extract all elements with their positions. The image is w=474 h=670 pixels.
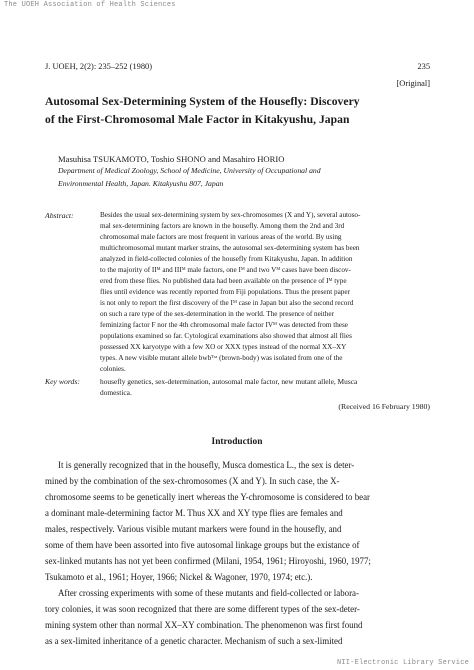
abstract-line: chromosomal male factors are most frequent in various areas of the world. By using	[100, 233, 342, 241]
abstract-line: populations examined so far. Cytological examinations also showed that almost all flies	[100, 332, 352, 340]
abstract-line: Besides the usual sex-determining system by sex-chromosomes (X and Y), several autoso-	[100, 211, 361, 219]
body-line: tory colonies, it was soon recognized that there are some different types of the sex-deter-	[45, 604, 360, 614]
department-line: Environmental Health, Japan. Kitakyushu 807, Japan	[58, 179, 224, 188]
abstract-line: ered from these flies. No published data had been available on the presence of Iᴹ type	[100, 277, 347, 285]
abstract-line: possessed XX karyotype with a few XO or XXX types instead of the normal XX–XY	[100, 343, 347, 351]
department-line: Department of Medical Zoology, School of Medicine, University of Occupational and	[58, 166, 321, 175]
abstract-line: flies until evidence was recently reported from Fiji populations. Thus the present paper	[100, 288, 350, 296]
page-number: 235	[417, 62, 430, 71]
body-line: a dominant male-determining factor M. Thus XX and XY type flies are females and	[45, 508, 343, 518]
body-line: mined by the combination of the sex-chromosomes (X and Y). In such case, the X-	[45, 476, 340, 486]
body-line: males, respectively. Various visible mutant markers were found in the housefly, and	[45, 524, 342, 534]
title-line: of the First-Chromosomal Male Factor in Kitakyushu, Japan	[45, 113, 350, 126]
authors: Masuhisa TSUKAMOTO, Toshio SHONO and Masahiro HORIO	[58, 154, 285, 164]
keywords-line: housefly genetics, sex-determination, autosomal male factor, new mutant allele, Musca	[100, 377, 358, 386]
abstract-line: to the majority of IIᴹ and IIIᴹ male factors, one Iᴹ and two Vᴹ cases have been discov-	[100, 266, 351, 274]
keywords-label: Key words:	[45, 377, 80, 386]
body-line: After crossing experiments with some of these mutants and field-collected or labora-	[58, 588, 359, 598]
article-type: [Original]	[396, 79, 430, 88]
footer-note: NII-Electronic Library Service	[336, 659, 469, 667]
abstract-line: types. A new visible mutant allele bwbᵀˢᵃ (brown-body) was isolated from one of the	[100, 354, 343, 362]
body-line: sex-linked mutants has not yet been confirmed (Milani, 1954, 1961; Hiroyoshi, 1960, 1977;	[45, 556, 371, 566]
keywords-line: domestica.	[100, 388, 132, 397]
body-line: as a sex-limited inheritance of a genetic character. Mechanism of such a sex-limited	[45, 636, 343, 646]
abstract-line: analyzed in field-collected colonies of the housefly from Kitakyushu, Japan. In addition	[100, 255, 353, 263]
body-line: It is generally recognized that in the housefly, Musca domestica L., the sex is deter-	[58, 460, 355, 470]
site-header: The UOEH Association of Health Sciences	[4, 1, 176, 9]
title-line: Autosomal Sex-Determining System of the Housefly: Discovery	[45, 95, 360, 108]
abstract-line: on such a rare type of the sex-determination in the world. The presence of neither	[100, 310, 334, 318]
body-line: mining system other than normal XX–XY combination. The phenomenon was first found	[45, 620, 363, 630]
abstract-line: mal sex-determining factors are known in the housefly. Among them the 2nd and 3rd	[100, 222, 345, 230]
section-heading: Introduction	[211, 437, 263, 447]
abstract-label: Abstract:	[45, 211, 74, 220]
abstract-line: multichromosomal mutant marker strains, the autosomal sex-determining system has been	[100, 244, 360, 252]
received-date: (Received 16 February 1980)	[338, 402, 430, 411]
body-line: chromosome seems to be genetically inert whereas the Y-chromosome is considered to bear	[45, 492, 370, 502]
body-line: some of them have been assorted into five autosomal linkage groups but the existance of	[45, 540, 360, 550]
abstract-line: colonies.	[100, 365, 126, 373]
abstract-line: feminizing factor F nor the 4th chromosomal male factor IVᴹ was detected from these	[100, 321, 348, 329]
abstract-line: is not only to report the first discovery of the Iᴹ case in Japan but also the second record	[100, 299, 354, 307]
journal-reference: J. UOEH, 2(2): 235–252 (1980)	[45, 62, 153, 71]
body-line: Tsukamoto et al., 1961; Hoyer, 1966; Nickel & Wagoner, 1970, 1974; etc.).	[45, 572, 313, 582]
